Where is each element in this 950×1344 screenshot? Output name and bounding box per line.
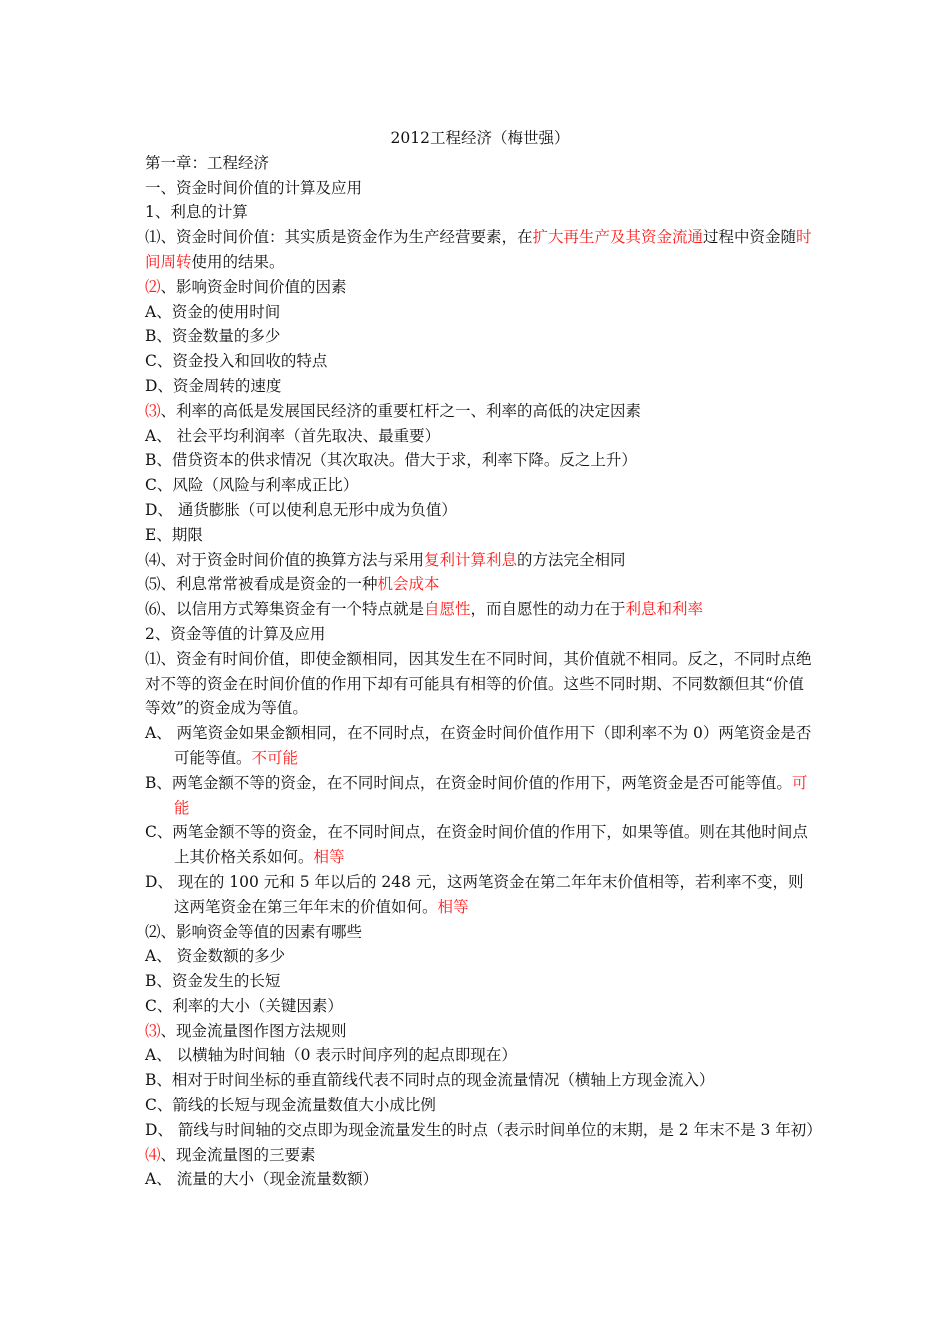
paragraph-line	[145, 275, 815, 300]
paragraph-line	[145, 1093, 815, 1118]
text-segment: B、借贷资本的供求情况（其次取决。借大于求，利率下降。反之上升）	[145, 451, 637, 470]
paragraph-line	[145, 1143, 815, 1168]
paragraph-line	[145, 523, 815, 548]
text-segment: D、 现在的 100 元和 5 年以后的 248 元，这两笔资金在第二年年末价值相等，若利率不变，则这两笔资金在第三年年末的价值如何。	[145, 872, 804, 916]
text-segment: A、资金的使用时间	[145, 302, 281, 321]
paragraph-line	[145, 349, 815, 374]
paragraph-line	[145, 622, 815, 647]
paragraph-line	[145, 374, 815, 399]
text-segment: C、风险（风险与利率成正比）	[145, 476, 359, 495]
highlighted-text: 相等	[313, 848, 345, 867]
paragraph-line	[145, 200, 815, 225]
text-segment: 、现金流量图的三要素	[160, 1145, 316, 1164]
text-segment: A、 资金数额的多少	[145, 947, 286, 966]
text-segment: E、期限	[145, 525, 203, 544]
paragraph-line	[145, 473, 815, 498]
highlighted-text: ⑷	[145, 1145, 161, 1164]
text-segment: C、箭线的长短与现金流量数值大小成比例	[145, 1096, 436, 1115]
paragraph-line	[145, 920, 815, 945]
paragraph-line	[145, 1043, 815, 1068]
text-segment: 、影响资金时间价值的因素	[160, 277, 347, 296]
paragraph-line	[145, 151, 815, 176]
text-segment: 1、利息的计算	[145, 203, 248, 222]
highlighted-text: 利息和利率	[625, 600, 704, 619]
text-segment: A、 流量的大小（现金流量数额）	[145, 1170, 379, 1189]
paragraph-line	[145, 721, 815, 771]
highlighted-text: 机会成本	[377, 575, 440, 594]
text-segment: B、资金数量的多少	[145, 327, 281, 346]
text-segment: D、 箭线与时间轴的交点即为现金流量发生的时点（表示时间单位的末期，是 2 年末不是 3 年初）	[145, 1120, 822, 1139]
paragraph-line	[145, 498, 815, 523]
highlighted-text: ⑶	[145, 1021, 161, 1040]
paragraph-line	[145, 572, 815, 597]
text-segment: A、 社会平均利润率（首先取决、最重要）	[145, 426, 441, 445]
paragraph-line	[145, 994, 815, 1019]
paragraph-line	[145, 944, 815, 969]
text-segment: ⑷、对于资金时间价值的换算方法与采用	[145, 550, 425, 569]
text-segment: 一、资金时间价值的计算及应用	[145, 178, 363, 197]
highlighted-text: 复利计算利息	[424, 550, 518, 569]
highlighted-text: 可能	[174, 773, 808, 817]
paragraph-line	[145, 324, 815, 349]
paragraph-line	[145, 597, 815, 622]
paragraph-line	[145, 969, 815, 994]
paragraph-line	[145, 870, 815, 920]
paragraph-line	[145, 771, 815, 821]
paragraph-line	[145, 399, 815, 424]
paragraph-line	[145, 176, 815, 201]
paragraph-line	[145, 548, 815, 573]
text-segment: 2、资金等值的计算及应用	[145, 624, 326, 643]
text-segment: ⑵、影响资金等值的因素有哪些	[145, 922, 363, 941]
highlighted-text: 自愿性	[424, 600, 471, 619]
text-segment: B、两笔金额不等的资金，在不同时间点，在资金时间价值的作用下，两笔资金是否可能等值。	[145, 773, 792, 792]
highlighted-text: 不可能	[251, 748, 299, 767]
text-segment: 、现金流量图作图方法规则	[160, 1021, 347, 1040]
text-segment: D、 通货膨胀（可以使利息无形中成为负值）	[145, 500, 457, 519]
paragraph-line	[145, 647, 815, 721]
text-segment: A、 以横轴为时间轴（0 表示时间序列的起点即现在）	[145, 1046, 517, 1065]
highlighted-text: ⑶	[145, 401, 161, 420]
text-segment: 的方法完全相同	[517, 550, 626, 569]
text-segment: ⑹、以信用方式筹集资金有一个特点就是	[145, 600, 425, 619]
paragraph-line	[145, 1118, 822, 1143]
text-segment: D、资金周转的速度	[145, 376, 282, 395]
text-segment: C、利率的大小（关键因素）	[145, 996, 343, 1015]
paragraph-line	[145, 424, 815, 449]
paragraph-line	[145, 820, 815, 870]
text-segment: 使用的结果。	[191, 252, 285, 271]
paragraph-line	[145, 1068, 815, 1093]
text-segment: ⑴、资金时间价值：其实质是资金作为生产经营要素，在	[145, 228, 533, 247]
text-segment: A、 两笔资金如果金额相同，在不同时点，在资金时间价值作用下（即利率不为 0）两笔资金是否可能等值。	[145, 724, 812, 767]
text-segment: B、相对于时间坐标的垂直箭线代表不同时点的现金流量情况（横轴上方现金流入）	[145, 1071, 715, 1090]
document-title: 2012工程经济（梅世强）	[390, 129, 570, 147]
highlighted-text: 扩大再生产及其资金流通	[532, 228, 704, 247]
text-segment: ⑴、资金有时间价值，即使金额相同，因其发生在不同时间，其价值就不相同。反之，不同时点绝对不等的资金在时间价值的作用下却有可能具有相等的价值。这些不同时期、不同数额但其“价值等效”的资金成为等值。	[145, 649, 812, 718]
text-segment: C、资金投入和回收的特点	[145, 352, 328, 371]
paragraph-line	[145, 1167, 815, 1192]
paragraph-line	[145, 1019, 815, 1044]
text-segment: ⑸、利息常常被看成是资金的一种	[145, 575, 378, 594]
highlighted-text: 相等	[437, 897, 469, 916]
highlighted-text: ⑵	[145, 277, 161, 296]
text-segment: 第一章：工程经济	[145, 153, 270, 172]
text-segment: 、利率的高低是发展国民经济的重要杠杆之一、利率的高低的决定因素	[160, 401, 642, 420]
text-segment: ，而自愿性的动力在于	[470, 600, 626, 619]
paragraph-line	[145, 225, 815, 275]
text-segment: C、两笔金额不等的资金，在不同时间点，在资金时间价值的作用下，如果等值。则在其他时间点上其价格关系如何。	[145, 823, 808, 867]
paragraph-line	[145, 448, 815, 473]
text-segment: B、资金发生的长短	[145, 972, 281, 991]
text-segment: 过程中资金随	[703, 228, 797, 247]
document-page	[145, 126, 822, 1192]
paragraph-line	[145, 300, 815, 325]
document-body	[145, 151, 822, 1192]
highlighted-text: 时间周转	[145, 228, 812, 271]
